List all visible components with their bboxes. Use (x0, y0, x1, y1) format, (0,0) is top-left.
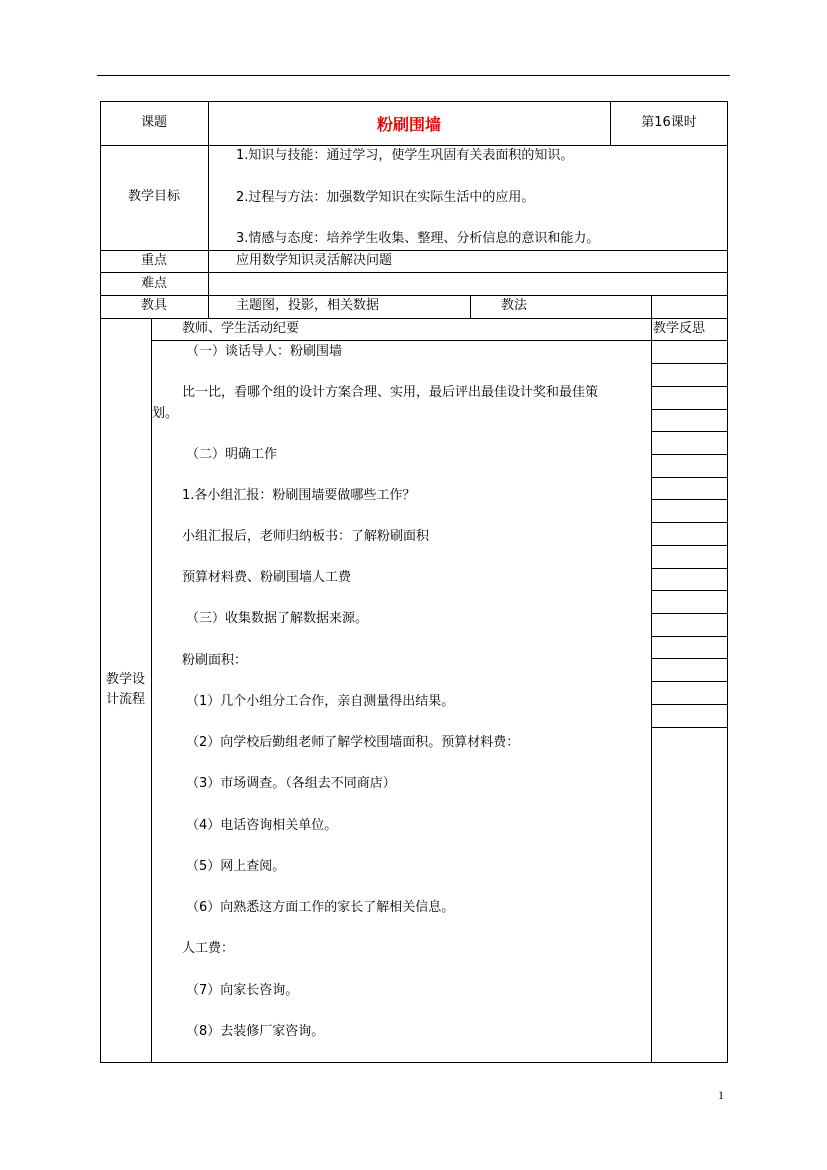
process-line: 人工费： (182, 941, 235, 956)
row-divider (100, 145, 728, 146)
tools-value: 主题图，投影，相关数据 (236, 298, 380, 313)
topic-label: 课题 (140, 115, 167, 130)
reflection-row-line (651, 431, 728, 432)
goal-item: 2.过程与方法：加强数学知识在实际生活中的应用。 (236, 190, 535, 205)
reflection-row-line (651, 727, 728, 728)
process-line: （三）收集数据了解数据来源。 (186, 611, 369, 626)
page-number: 1 (718, 1088, 724, 1102)
process-line: （6）向熟悉这方面工作的家长了解相关信息。 (186, 900, 455, 915)
reflection-row-line (651, 499, 728, 500)
process-line: （7）向家长咨询。 (186, 983, 299, 998)
lesson-number: 第16课时 (641, 115, 697, 130)
process-line: （3）市场调查。（各组去不同商店） (186, 776, 396, 791)
process-label-line2: 计流程 (105, 692, 145, 707)
row-divider (100, 318, 728, 319)
header-rule (97, 75, 730, 76)
process-line: 小组汇报后，老师归纳板书：了解粉刷面积 (182, 529, 430, 544)
process-line: （二）明确工作 (186, 447, 278, 462)
process-column-header: 教师、学生活动纪要 (182, 321, 300, 336)
page-title: 粉刷围墙 (376, 115, 441, 134)
col-divider (470, 295, 471, 318)
reflection-row-line (651, 658, 728, 659)
reflection-header: 教学反思 (653, 321, 706, 336)
reflection-row-line (651, 522, 728, 523)
process-line: 粉刷面积： (182, 653, 248, 668)
difficulty-label: 难点 (140, 276, 167, 291)
row-divider (100, 250, 728, 251)
process-line: 1.各小组汇报：粉刷围墙要做哪些工作？ (182, 488, 416, 503)
reflection-row-line (651, 477, 728, 478)
reflection-row-line (651, 590, 728, 591)
process-line: （一）谈话导人：粉刷围墙 (186, 344, 343, 359)
process-line: 预算材料费、粉刷围墙人工费 (182, 570, 352, 585)
col-divider (151, 318, 152, 1063)
process-line: （1）几个小组分工合作，亲自测量得出结果。 (186, 694, 455, 709)
goals-label: 教学目标 (127, 189, 180, 204)
reflection-row-line (651, 386, 728, 387)
reflection-row-line (651, 613, 728, 614)
reflection-row-line (651, 363, 728, 364)
row-divider (100, 272, 728, 273)
reflection-row-line (651, 568, 728, 569)
reflection-row-line (651, 636, 728, 637)
process-line: 比一比，看哪个组的设计方案合理、实用，最后评出最佳设计奖和最佳策 (182, 385, 599, 400)
row-divider (100, 295, 728, 296)
goal-item: 1.知识与技能：通过学习，使学生巩固有关表面积的知识。 (236, 148, 574, 163)
goal-item: 3.情感与态度：培养学生收集、整理、分析信息的意识和能力。 (236, 231, 600, 246)
row-divider (151, 340, 728, 341)
col-divider (651, 295, 652, 1063)
reflection-row-line (651, 409, 728, 410)
reflection-row-line (651, 681, 728, 682)
process-line: （5）网上查阅。 (186, 859, 286, 874)
process-line: （2）向学校后勤组老师了解学校围墙面积。预算材料费： (186, 735, 520, 750)
process-line: 划。 (152, 406, 179, 421)
key-point-label: 重点 (140, 253, 167, 268)
process-line: （4）电话咨询相关单位。 (186, 818, 338, 833)
process-label-line1: 教学设 (105, 672, 145, 687)
reflection-row-line (651, 545, 728, 546)
reflection-row-line (651, 704, 728, 705)
key-point-value: 应用数学知识灵活解决问题 (236, 253, 393, 268)
reflection-row-line (651, 454, 728, 455)
process-line: （8）去装修厂家咨询。 (186, 1024, 325, 1039)
method-label: 教法 (501, 298, 528, 313)
tools-label: 教具 (140, 298, 167, 313)
